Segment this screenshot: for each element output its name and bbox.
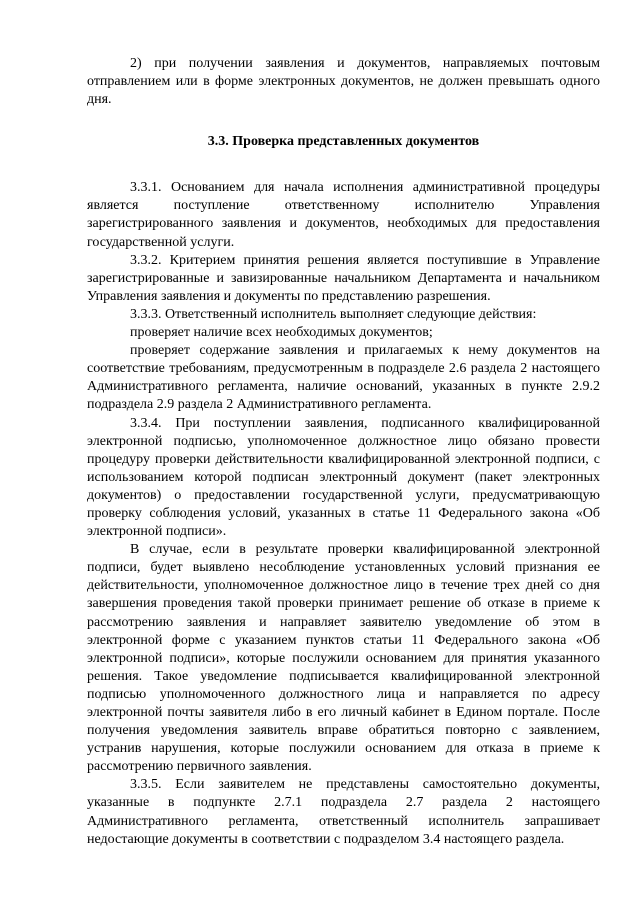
document-body [87, 55, 600, 849]
paragraph-3-3-1: 3.3.1. Основанием для начала исполнения административной процедуры является поступление ответственному исполнителю Управления зарегистрированного заявления и документов, необходимых для предоставления государственной услуги. [87, 180, 600, 250]
intro-paragraph: 2) при получении заявления и документов, направляемых почтовым отправлением или в форме электронных документов, не должен превышать одного дня. [87, 56, 600, 108]
paragraph-check-documents: проверяет наличие всех необходимых документов; [130, 325, 433, 341]
paragraph-check-content: проверяет содержание заявления и прилагаемых к нему документов на соответствие требованиям, предусмотренным в подразделе 2.6 раздела 2 настоящего Административного регламента, наличие оснований, указанных в пункте 2.9.2 подраздела 2.9 раздела 2 Административного регламента. [87, 343, 600, 413]
paragraph-3-3-5: 3.3.5. Если заявителем не представлены самостоятельно документы, указанные в подпункте 2.7.1 подраздела 2.7 раздела 2 настоящего Административного регламента, ответственный исполнитель запрашивает недостающие документы в соответствии с подразделом 3.4 настоящего раздела. [87, 777, 600, 847]
paragraph-3-3-2: 3.3.2. Критерием принятия решения является поступившие в Управление зарегистрированные и завизированные начальником Департамента и начальником Управления заявления и документы по представлению разрешения. [87, 252, 600, 304]
paragraph-3-3-3: 3.3.3. Ответственный исполнитель выполняет следующие действия: [130, 306, 537, 322]
section-heading: 3.3. Проверка представленных документов [207, 134, 480, 150]
paragraph-signature-failure: В случае, если в результате проверки квалифицированной электронной подписи, будет выявлено несоблюдение установленных условий признания ее действительности, уполномоченное должностное лицо в течение трех дней со дня завершения проведения такой проверки принимает решение об отказе в приеме к рассмотрению заявления и направляет заявителю уведомление об этом в электронной форме с указанием пунктов статьи 11 Федерального закона «Об электронной подписи», которые послужили основанием для принятия указанного решения. Такое уведомление подписывается квалифицированной электронной подписью уполномоченного должностного лица и направляется по адресу электронной почты заявителя либо в его личный кабинет в Едином портале. После получения уведомления заявитель вправе обратиться повторно с заявлением, устранив нарушения, которые послужили основанием для отказа в приеме к рассмотрению первичного заявления. [87, 542, 600, 775]
paragraph-3-3-4: 3.3.4. При поступлении заявления, подписанного квалифицированной электронной подписью, уполномоченное должностное лицо обязано провести процедуру проверки действительности квалифицированной электронной подписи, с использованием которой подписан электронный документ (пакет электронных документов) о предоставлении государственной услуги, предусматривающую проверку соблюдения условий, указанных в статье 11 Федерального закона «Об электронной подписи». [87, 415, 600, 540]
